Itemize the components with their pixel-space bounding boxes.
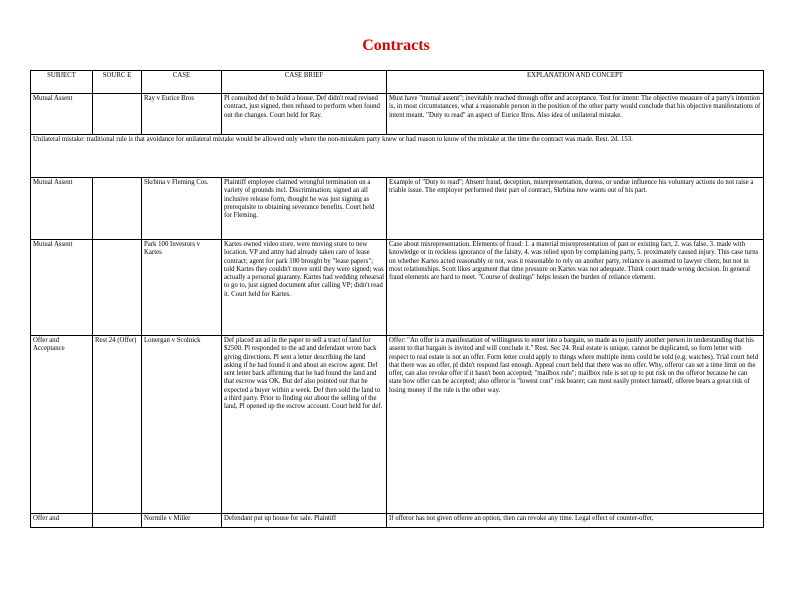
cell-source [93,94,142,135]
cell-brief: Kartes owned video store, were moving store to new location, VP and attny had already taken care of lease contract; agent for park 100 brought by "lease papers"; told Kartes they couldn't move until they were signed; was actually a personal guaranty. Kartes had wedding rehearsal to go to, just signed document after calling VP; didn't read it. Court held for Kartes. [222,240,387,336]
cell-source [93,240,142,336]
cell-brief: Defendant put up house for sale. Plaintiff [222,514,387,528]
cell-explanation: If offeror has not given offeree an option, then can revoke any time. Legal effect of counter-offer, [387,514,764,528]
header-case-brief: CASE BRIEF [222,71,387,94]
cell-case: Lonergan v Scolnick [142,336,222,514]
header-subject: SUBJECT [31,71,93,94]
header-case: CASE [142,71,222,94]
cell-case: Ray v Eurice Bros [142,94,222,135]
cell-case: Park 100 Investors v Kartes [142,240,222,336]
table-row-note [31,135,764,178]
cell-brief: Def placed an ad in the paper to sell a tract of land for $2500. Pl responded to the ad and defendant wrote back giving directions. Pl sent a letter describing the land asking if he had found it and about an escrow agent. Def sent letter back affirming that he had found the land and that escrow was OK. But def also pointed out that he expected a buyer within a week. Def then sold the land to a third party. Prior to finding out about the selling of the land, Pl opened up the escrow account. Court held for def. [222,336,387,514]
header-source: SOURC E [93,71,142,94]
table-row [31,178,764,240]
cell-subject: Offer and [31,514,93,528]
header-row [31,71,764,94]
cell-brief: Pl consulted def to build a house. Def didn't read revised contract, just signed, then refused to perform when found out the changes. Court held for Ray. [222,94,387,135]
header-explanation: EXPLANATION AND CONCEPT [387,71,764,94]
cell-case: Normile v Miller [142,514,222,528]
cell-subject: Mutual Assent [31,240,93,336]
cell-case: Skrbina v Fleming Cos. [142,178,222,240]
cell-source: Rest 24 (Offer) [93,336,142,514]
contracts-table [30,70,764,528]
cell-brief: Plaintiff employee claimed wrongful termination on a variety of grounds incl. Discrimination; signed an all inclusive release form, thought he was just signing as prerequisite to obtaining severance benefits. Court held for Fleming. [222,178,387,240]
cell-subject: Mutual Assent [31,178,93,240]
cell-explanation: Must have "mutual assent"; inevitably reached through offer and acceptance. Test for intent: The objective measure of a party's intention is, in most circumstances, what a reasonable person in the position of the other party would conclude that his objective manifestations of intent meant. "Duty to read" an aspect of Eurice Bros. Also idea of unilateral mistake. [387,94,764,135]
cell-explanation: Example of "Duty to read"; Absent fraud, deception, misrepresentation, duress, or undue influence his voluntary actions do not raise a triable issue. The employer performed their part of contract, Skrbina now wants out of his part. [387,178,764,240]
cell-subject: Mutual Assent [31,94,93,135]
table-row [31,240,764,336]
cell-full-note: Unilateral mistake: traditional rule is that avoidance for unilateral mistake would be allowed only where the non-mistaken party knew or had reason to know of the mistake at the time the contract was made. Rest. 2d. 153. [31,135,764,178]
cell-subject: Offer and Acceptance [31,336,93,514]
table-row [31,94,764,135]
cell-explanation: Offer: "An offer is a manifestation of willingness to enter into a bargain, so made as to justify another person in understanding that his assent to that bargain is invited and will conclude it." Rest. Sec 24. Real estate is unique, cannot be duplicated, so form letter with respect to real estate is not an offer. Form letter could apply to things where multiple items could be sold (e.g. watches). Trial court held that there was an offer, pl didn't respond fast enough. Appeal court held that there was no offer. Why, offeror can set a time limit on the offer, can also revoke offer if it hasn't been accepted; "mailbox rule"; mailbox rule is set up to put risk on the offeror because he can state how offer can be accepted; also offeror is "lowest cost" risk bearer; can most easily protect himself, offeree bears a great risk of losing money if the rule is the other way. [387,336,764,514]
cell-explanation: Case about misrepresentation. Elements of fraud: 1. a material misrepresentation of past or existing fact, 2. was false, 3. made with knowledge or in reckless ignorance of the falsity, 4. was relied upon by complaining party, 5. proximately caused injury. This case turns on whether Kartes acted reasonably or not, was it reasonable to rely on another party, reliance is assumed to lawyer client, but not in most relationships. Scott likes argument that time pressure on Kartes was not adequate. Think court made wrong decision. In general fraud elements are hard to meet. "Course of dealings" helps lessen the burden of reliance element. [387,240,764,336]
cell-source [93,178,142,240]
cell-source [93,514,142,528]
table-row [31,336,764,514]
table-row [31,514,764,528]
page-title: Contracts [362,37,430,54]
